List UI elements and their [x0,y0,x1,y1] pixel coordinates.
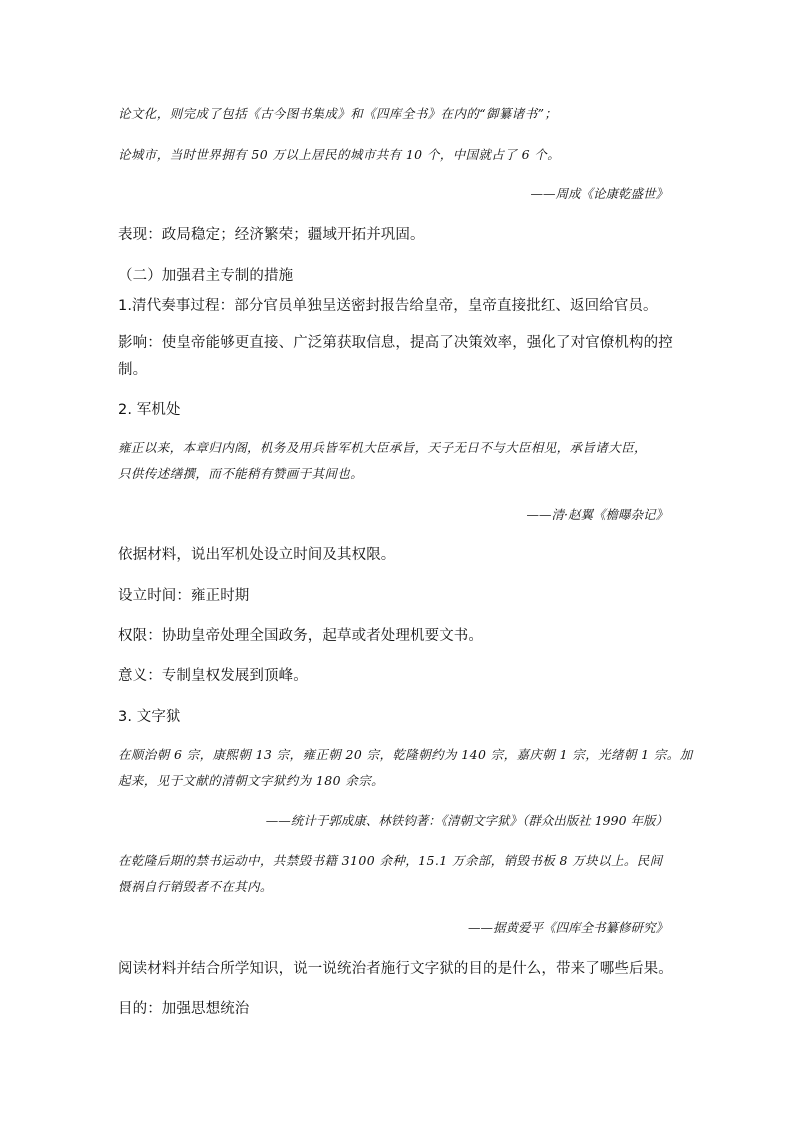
item3-quote1-line2: 起来，见于文献的清朝文字狱约为 180 余宗。 [118,773,385,788]
item2-meaning: 意义：专制皇权发展到顶峰。 [118,668,308,684]
item2-question: 依据材料，说出军机处设立时间及其权限。 [118,547,396,563]
item3-title: 3. 文字狱 [118,709,181,725]
item2-title: 2. 军机处 [118,402,181,418]
section-heading: （二）加强君主专制的措施 [118,268,294,284]
item2-quote-source: ——清·赵翼《檐曝杂记》 [526,507,668,522]
item3-quote2-line1: 在乾隆后期的禁书运动中，共禁毁书籍 3100 余种，15.1 万余部，销毁书板 8 万块以上。民间 [118,853,663,868]
item3-quote2-source: ——据黄爱平《四库全书纂修研究》 [467,920,668,935]
item3-quote2-line2: 慑祸自行销毁者不在其内。 [118,879,273,894]
quote-source-zhoucheng: ——周成《论康乾盛世》 [530,186,668,201]
performance-text: 表现：政局稳定；经济繁荣；疆域开拓并巩固。 [118,227,425,243]
item3-question: 阅读材料并结合所学知识，说一说统治者施行文字狱的目的是什么，带来了哪些后果。 [118,961,673,977]
quote-city-line: 论城市，当时世界拥有 50 万以上居民的城市共有 10 个，中国就占了 6 个。 [118,147,561,162]
quote-culture-line: 论文化，则完成了包括《古今图书集成》和《四库全书》在内的“御纂诸书”； [118,106,558,121]
item3-quote1-line1: 在顺治朝 6 宗，康熙朝 13 宗，雍正朝 20 宗，乾隆朝约为 140 宗，嘉庆朝 1 宗，光绪朝 1 宗。加 [118,747,693,762]
item3-quote1-source: ——统计于郭成康、林铁钧著：《清朝文字狱》（群众出版社 1990 年版） [265,813,668,828]
item2-time: 设立时间：雍正时期 [118,588,250,604]
item1-impact-line1: 影响：使皇帝能够更直接、广泛第获取信息，提高了决策效率，强化了对官僚机构的控 [118,335,673,351]
item2-quote-line2: 只供传述缮撰，而不能稍有赞画于其间也。 [118,466,364,481]
item3-purpose: 目的：加强思想统治 [118,1001,250,1017]
item2-quote-line1: 雍正以来，本章归内阁，机务及用兵皆军机大臣承旨，天子无日不与大臣相见，承旨诸大臣， [118,440,647,455]
item1-title: 1.清代奏事过程：部分官员单独呈送密封报告给皇帝，皇帝直接批红、返回给官员。 [118,298,658,314]
item2-power: 权限：协助皇帝处理全国政务，起草或者处理机要文书。 [118,628,483,644]
item1-impact-line2: 制。 [118,362,148,378]
